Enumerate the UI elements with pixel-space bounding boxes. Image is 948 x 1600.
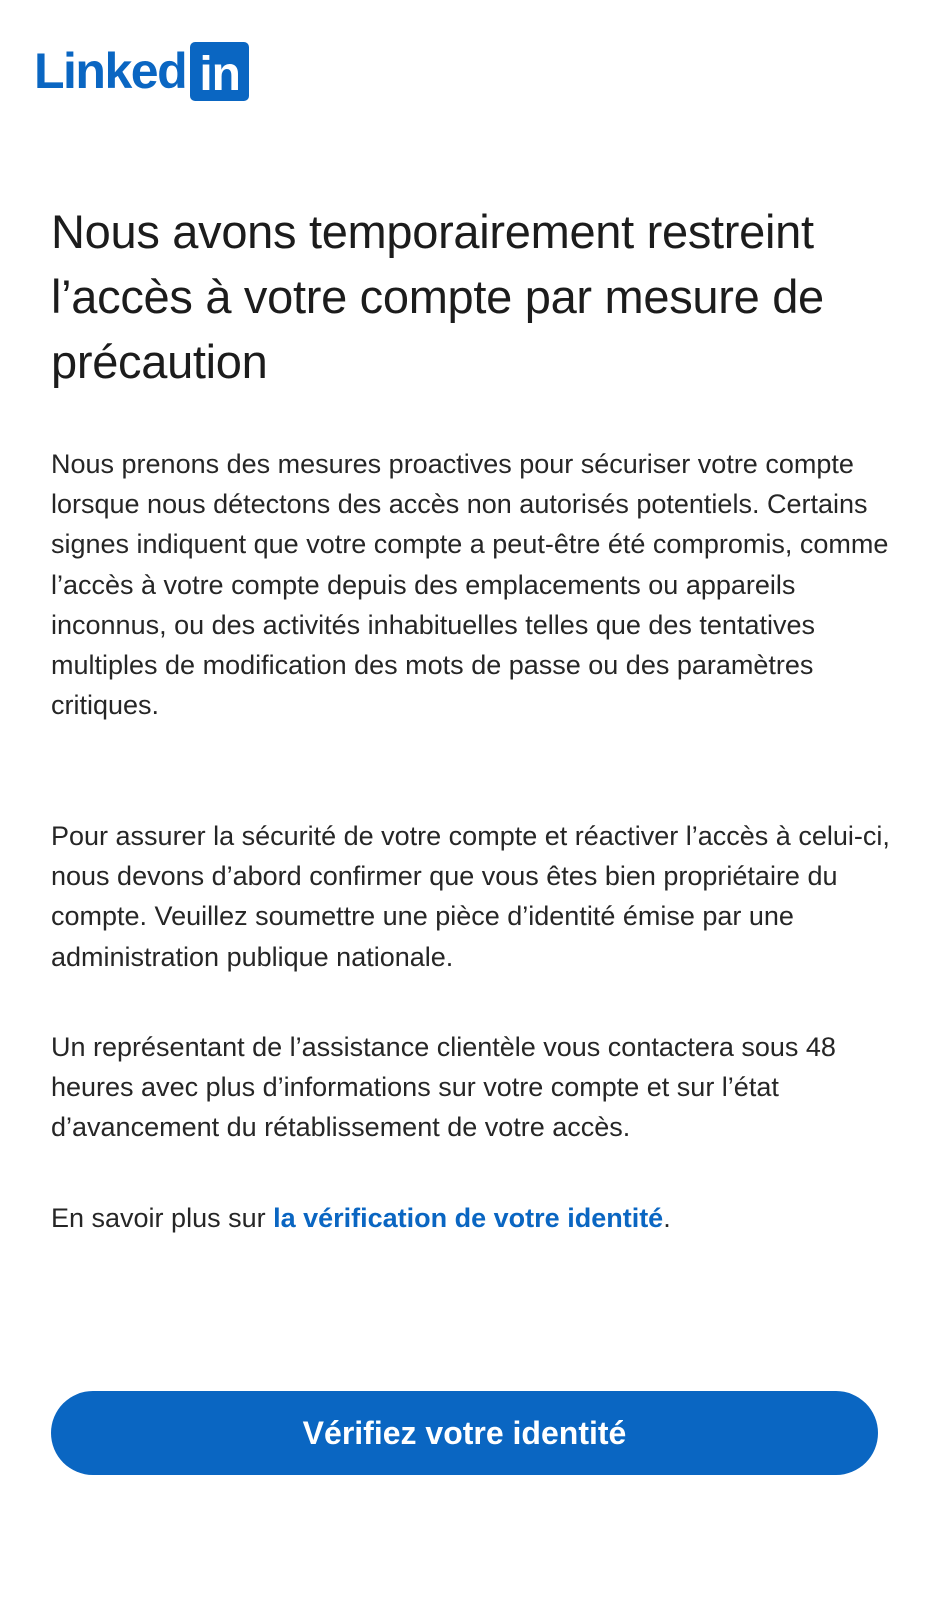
paragraph-proactive-measures: Nous prenons des mesures proactives pour sécuriser votre compte lorsque nous détectons des accès non autorisés potentiels. Certains signes indiquent que votre compte a peut-être été compromis, comme l’accès à votre compte depuis des emplacements ou appareils inconnus, ou des activités inhabituelles telles que des tentatives multiples de modification des mots de passe ou des paramètres critiques. — [51, 449, 889, 721]
learn-more-suffix: . — [663, 1203, 671, 1233]
learn-more-prefix: En savoir plus sur — [51, 1203, 274, 1233]
logo-in-box: in — [190, 42, 249, 101]
verify-identity-button[interactable]: Vérifiez votre identité — [51, 1391, 878, 1475]
learn-more-line — [51, 1198, 901, 1238]
identity-verification-link[interactable]: la vérification de votre identité — [273, 1203, 664, 1233]
paragraph-support-contact: Un représentant de l’assistance clientèle vous contactera sous 48 heures avec plus d’informations sur votre compte et sur l’état d’avancement du rétablissement de votre accès. — [51, 1032, 836, 1143]
logo-wordmark: Linked — [34, 43, 187, 99]
linkedin-logo — [34, 41, 249, 101]
paragraph-identity-requirement: Pour assurer la sécurité de votre compte et réactiver l’accès à celui-ci, nous devons d’abord confirmer que vous êtes bien propriétaire du compte. Veuillez soumettre une pièce d’identité émise par une administration publique nationale. — [51, 821, 890, 972]
page-title: Nous avons temporairement restreint l’accès à votre compte par mesure de précaution — [51, 205, 824, 388]
